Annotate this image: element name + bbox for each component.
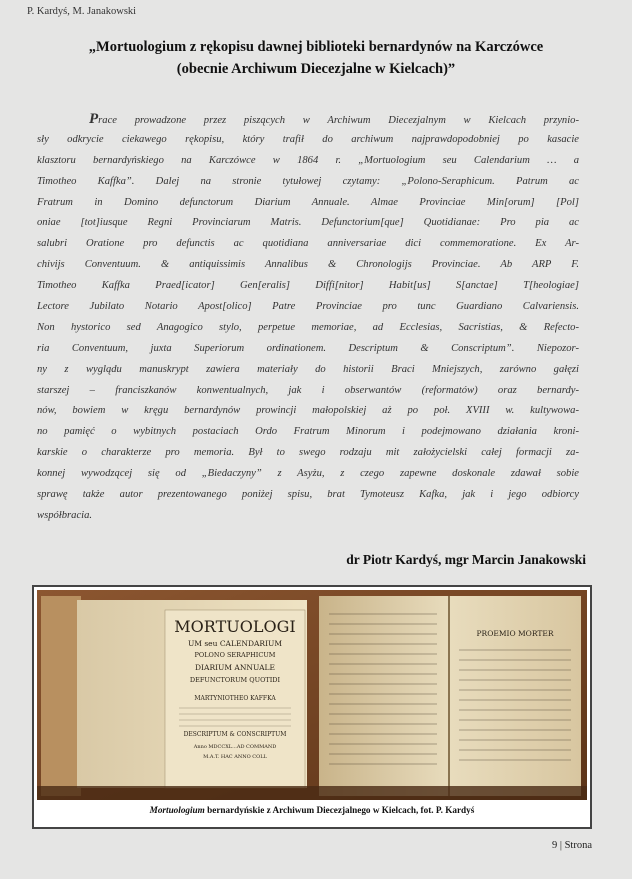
body-line: chivijs Conventuum. & antiquissimis Annalibus & Chronologijs Provinciae. Ab ARP F. xyxy=(37,259,579,271)
body-line: Lectore Jubilato Notario Apost[olico] Patre Provinciae pro tunc Guardiano Calvariensis. xyxy=(37,301,579,313)
body-line: ria Conventuum, juxta Superiorum ordinationem. Descriptum & Conscriptum”. Niepozor- xyxy=(37,342,579,354)
figure xyxy=(32,585,592,829)
body-line: Non hystorico sed Anagogico stylo, perpetue memoriae, ad Ecclesias, Sacristias, & Refecto- xyxy=(37,321,579,333)
caption-italic: Mortuologium xyxy=(149,805,205,815)
body-line: ny z wyglądu manuskrypt zawiera materiały do historii Braci Mniejszych, zarówno gałęzi xyxy=(37,363,579,375)
right-page-heading: PROEMIO MORTER xyxy=(476,629,554,638)
manuscript-illustration xyxy=(37,590,587,800)
ms-title-line: Anno MDCCXL...AD COMMAND xyxy=(193,744,277,750)
drop-cap: P xyxy=(89,111,99,127)
body-line: konnej wywodzącej się od „Biedaczyny” z Asyżu, z czego zapewne doskonale zdawał sobie xyxy=(37,468,579,480)
ms-title-line: UM seu CALENDARIUM xyxy=(187,639,283,648)
body-line: Timotheo Kaffka Praed[icator] Gen[eralis] Diffi[nitor] Habit[us] S[anctae] T[heologiae] xyxy=(37,280,579,292)
caption-text: bernardyńskie z Archiwum Diecezjalnego w Kielcach, fot. P. Kardyś xyxy=(204,805,475,815)
body-line: współbracia. xyxy=(37,509,93,521)
ms-title-line: DIARIUM ANNUALE xyxy=(195,663,275,672)
body-line: starszej – franciszkanów konwentualnych, jak i obserwantów (reformatów) oraz bernardy- xyxy=(37,384,579,396)
body-line: sprawę także autor prezentowanego poniżej spisu, brat Tymoteusz Kafka, jak i jego odbiorcy xyxy=(37,489,579,501)
book-cover-left xyxy=(41,596,81,796)
ms-title-line: MARTYNIOTHEO KAFFKA xyxy=(194,695,276,702)
body-line: Timotheo Kaffka”. Dalej na stronie tytułowej czytamy: „Polono-Seraphicum. Patrum ac xyxy=(37,175,579,187)
body-line: Prace prowadzone przez piszących w Archiwum Diecezjalnym w Kielcach przynio- xyxy=(89,111,579,127)
running-head: P. Kardyś, M. Janakowski xyxy=(27,6,137,17)
body-line: sły odkrycie ciekawego rękopisu, który trafił do archiwum najprawdopodobniej po kasacie xyxy=(37,133,579,145)
article-title xyxy=(40,36,592,80)
body-line: oniae [tot]iusque Regni Provinciarum Matris. Defunctorium[que] Quotidianae: Pro pia ac xyxy=(37,217,579,229)
ms-title-line: MORTUOLOGI xyxy=(174,617,296,636)
body-line: klasztoru bernardyńskiego na Karczówce w 1864 r. „Mortuologium seu Calendarium … a xyxy=(37,154,579,166)
ms-title-line: POLONO SERAPHICUM xyxy=(194,651,276,659)
ms-title-line: DEFUNCTORUM QUOTIDI xyxy=(189,676,281,684)
article-authors: dr Piotr Kardyś, mgr Marcin Janakowski xyxy=(346,552,586,567)
title-line: „Mortuologium z rękopisu dawnej biblioteki bernardynów na Karczówce xyxy=(88,39,544,55)
ms-title-line: DESCRIPTUM & CONSCRIPTUM xyxy=(183,731,287,738)
body-line: Fratrum in Domino defunctorum Diarium Annuale. Almae Provinciae Min[orum] [Pol] xyxy=(37,196,579,208)
article-body xyxy=(37,109,579,527)
body-line: no pamięć o wybitnych postaciach Ordo Fratrum Minorum i podejmowano działania kroni- xyxy=(37,426,579,438)
title-line: (obecnie Archiwum Diecezjalne w Kielcach)” xyxy=(176,61,456,77)
manuscript-photo xyxy=(37,590,587,800)
page-number: 9 | Strona xyxy=(551,840,592,851)
body-line: nów, bowiem w kręgu bernardynów prowincji małopolskiej aż po poł. XVIII w. kultywowa- xyxy=(37,405,579,417)
figure-caption xyxy=(34,805,590,815)
body-line: salubri Oratione pro defunctis ac quotidiana anniversariae dici commemoratione. Ex Ar- xyxy=(37,238,579,250)
ms-title-line: M.A.T. HAC ANNO COLL xyxy=(203,754,267,760)
body-line: karskie o charakterze pro memoria. Był to swego rodzaju mit założycielski całej formacji za- xyxy=(37,447,579,459)
